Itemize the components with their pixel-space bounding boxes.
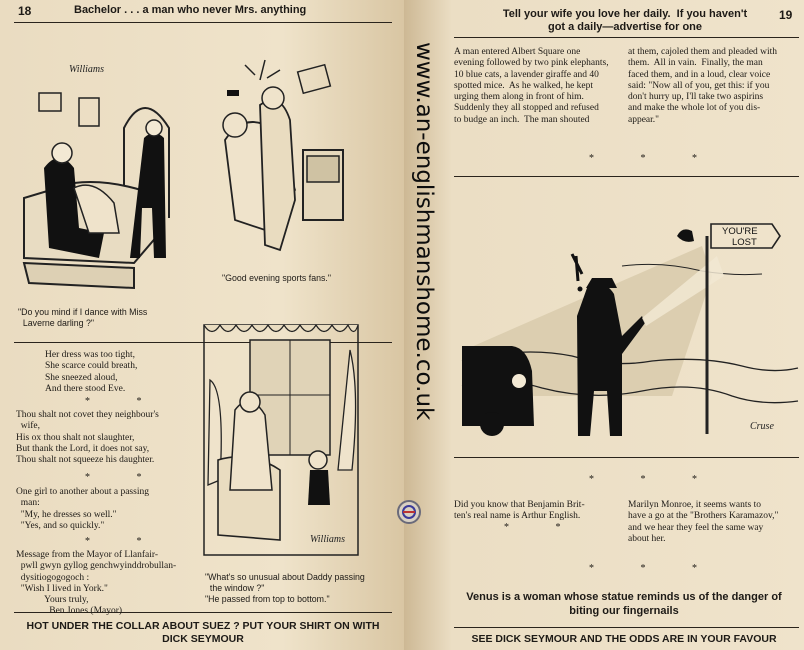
sign-text-line-1: YOU'RE [722, 226, 758, 237]
right-footer: SEE DICK SEYMOUR AND THE ODDS ARE IN YOUR FAVOUR [471, 633, 777, 645]
page-number-left: 18 [18, 4, 32, 18]
cartoon-1-signature: Williams [69, 64, 105, 75]
left-header: Bachelor . . . a man who never Mrs. anything [74, 4, 307, 16]
cartoon-1-caption: "Do you mind if I dance with Miss Laverne darling ?" [18, 307, 148, 328]
cartoon-sofa-dance [14, 58, 204, 298]
verse-commandment: Thou shalt not covet they neighbour's wife, His ox thou shalt not slaughter, But thank the Lord, it does not say, Thou shalt not squeeze his daughter. [16, 410, 159, 466]
stars-3: * * [85, 536, 164, 547]
venus-quote: Venus is a woman whose statue reminds us of the danger of biting our fingernails [466, 591, 782, 617]
header-rule-left [14, 22, 392, 23]
stars-right-2: * * * [589, 474, 719, 485]
header-rule-right [454, 37, 799, 38]
page-number-right: 19 [779, 8, 793, 22]
story-column-1: A man entered Albert Square one evening followed by two pink elephants, 10 blue cats, a lavender giraffe and 40 spotted mice. As he walked, he kept urging them along in front of him. Suddenly they all stopped and refused to budge an inch. The man shouted [454, 47, 609, 125]
mayor-message: Message from the Mayor of Llanfair- pwll gwyn gyllog genchwyinddrobullan- dysitiogogogoch : "Wish I lived in York." Yours truly, [16, 550, 177, 606]
website-watermark [393, 40, 437, 480]
cartoon-rule-bottom [454, 457, 799, 458]
cartoon-3-caption: "What's so unusual about Daddy passing the window ?" "He passed from top to bottom." [205, 572, 365, 604]
site-logo-icon [395, 498, 423, 526]
watermark-text: www.an-englishmanshome.co.uk [411, 42, 437, 421]
cartoon-sports-fans [205, 50, 395, 260]
britten-joke: Did you know that Benjamin Brit- ten's real name is Arthur English. [454, 500, 585, 522]
right-page [404, 0, 804, 650]
left-footer: HOT UNDER THE COLLAR ABOUT SUEZ ? PUT YOUR SHIRT ON WITH DICK SEYMOUR [26, 620, 380, 645]
cartoon-daddy-window [200, 320, 392, 565]
stars-right-3: * * * [589, 563, 719, 574]
sign-text-line-2: LOST [732, 237, 757, 248]
joke-dresses: One girl to another about a passing man: "My, he dresses so well." "Yes, and so quickly." [16, 487, 149, 531]
verse-eve: Her dress was too tight, She scarce could breath, She sneezed aloud, And there stood Eve. [45, 350, 138, 394]
stars-right-1: * * * [589, 153, 719, 164]
cartoon-2-caption: "Good evening sports fans." [222, 273, 331, 283]
story-column-2: at them, cajoled them and pleaded with them. All in vain. Finally, the man faced them, and in a loud, clear voice said: "Now all of you, get this: if you don't hurry up, I'll take two aspirins and make the whole lot of you dis- appear." [628, 47, 778, 125]
stars-2: * * [85, 472, 164, 483]
cartoon-rule-top [454, 176, 799, 177]
cartoon-3-signature: Williams [310, 534, 346, 545]
monroe-joke: Marilyn Monroe, it seems wants to have a go at the "Brothers Karamazov," and we hear they feel the same way about her. [628, 500, 779, 544]
footer-rule-left [14, 612, 392, 613]
footer-rule-right [454, 627, 799, 628]
stars-right-small: * * [504, 522, 583, 533]
right-header: Tell your wife you love her daily. If you haven't got a daily—advertise for one [502, 8, 748, 33]
cartoon-artist-signature: Cruse [750, 421, 774, 432]
cartoon-youre-lost [462, 196, 798, 441]
stars-1: * * [85, 396, 164, 407]
